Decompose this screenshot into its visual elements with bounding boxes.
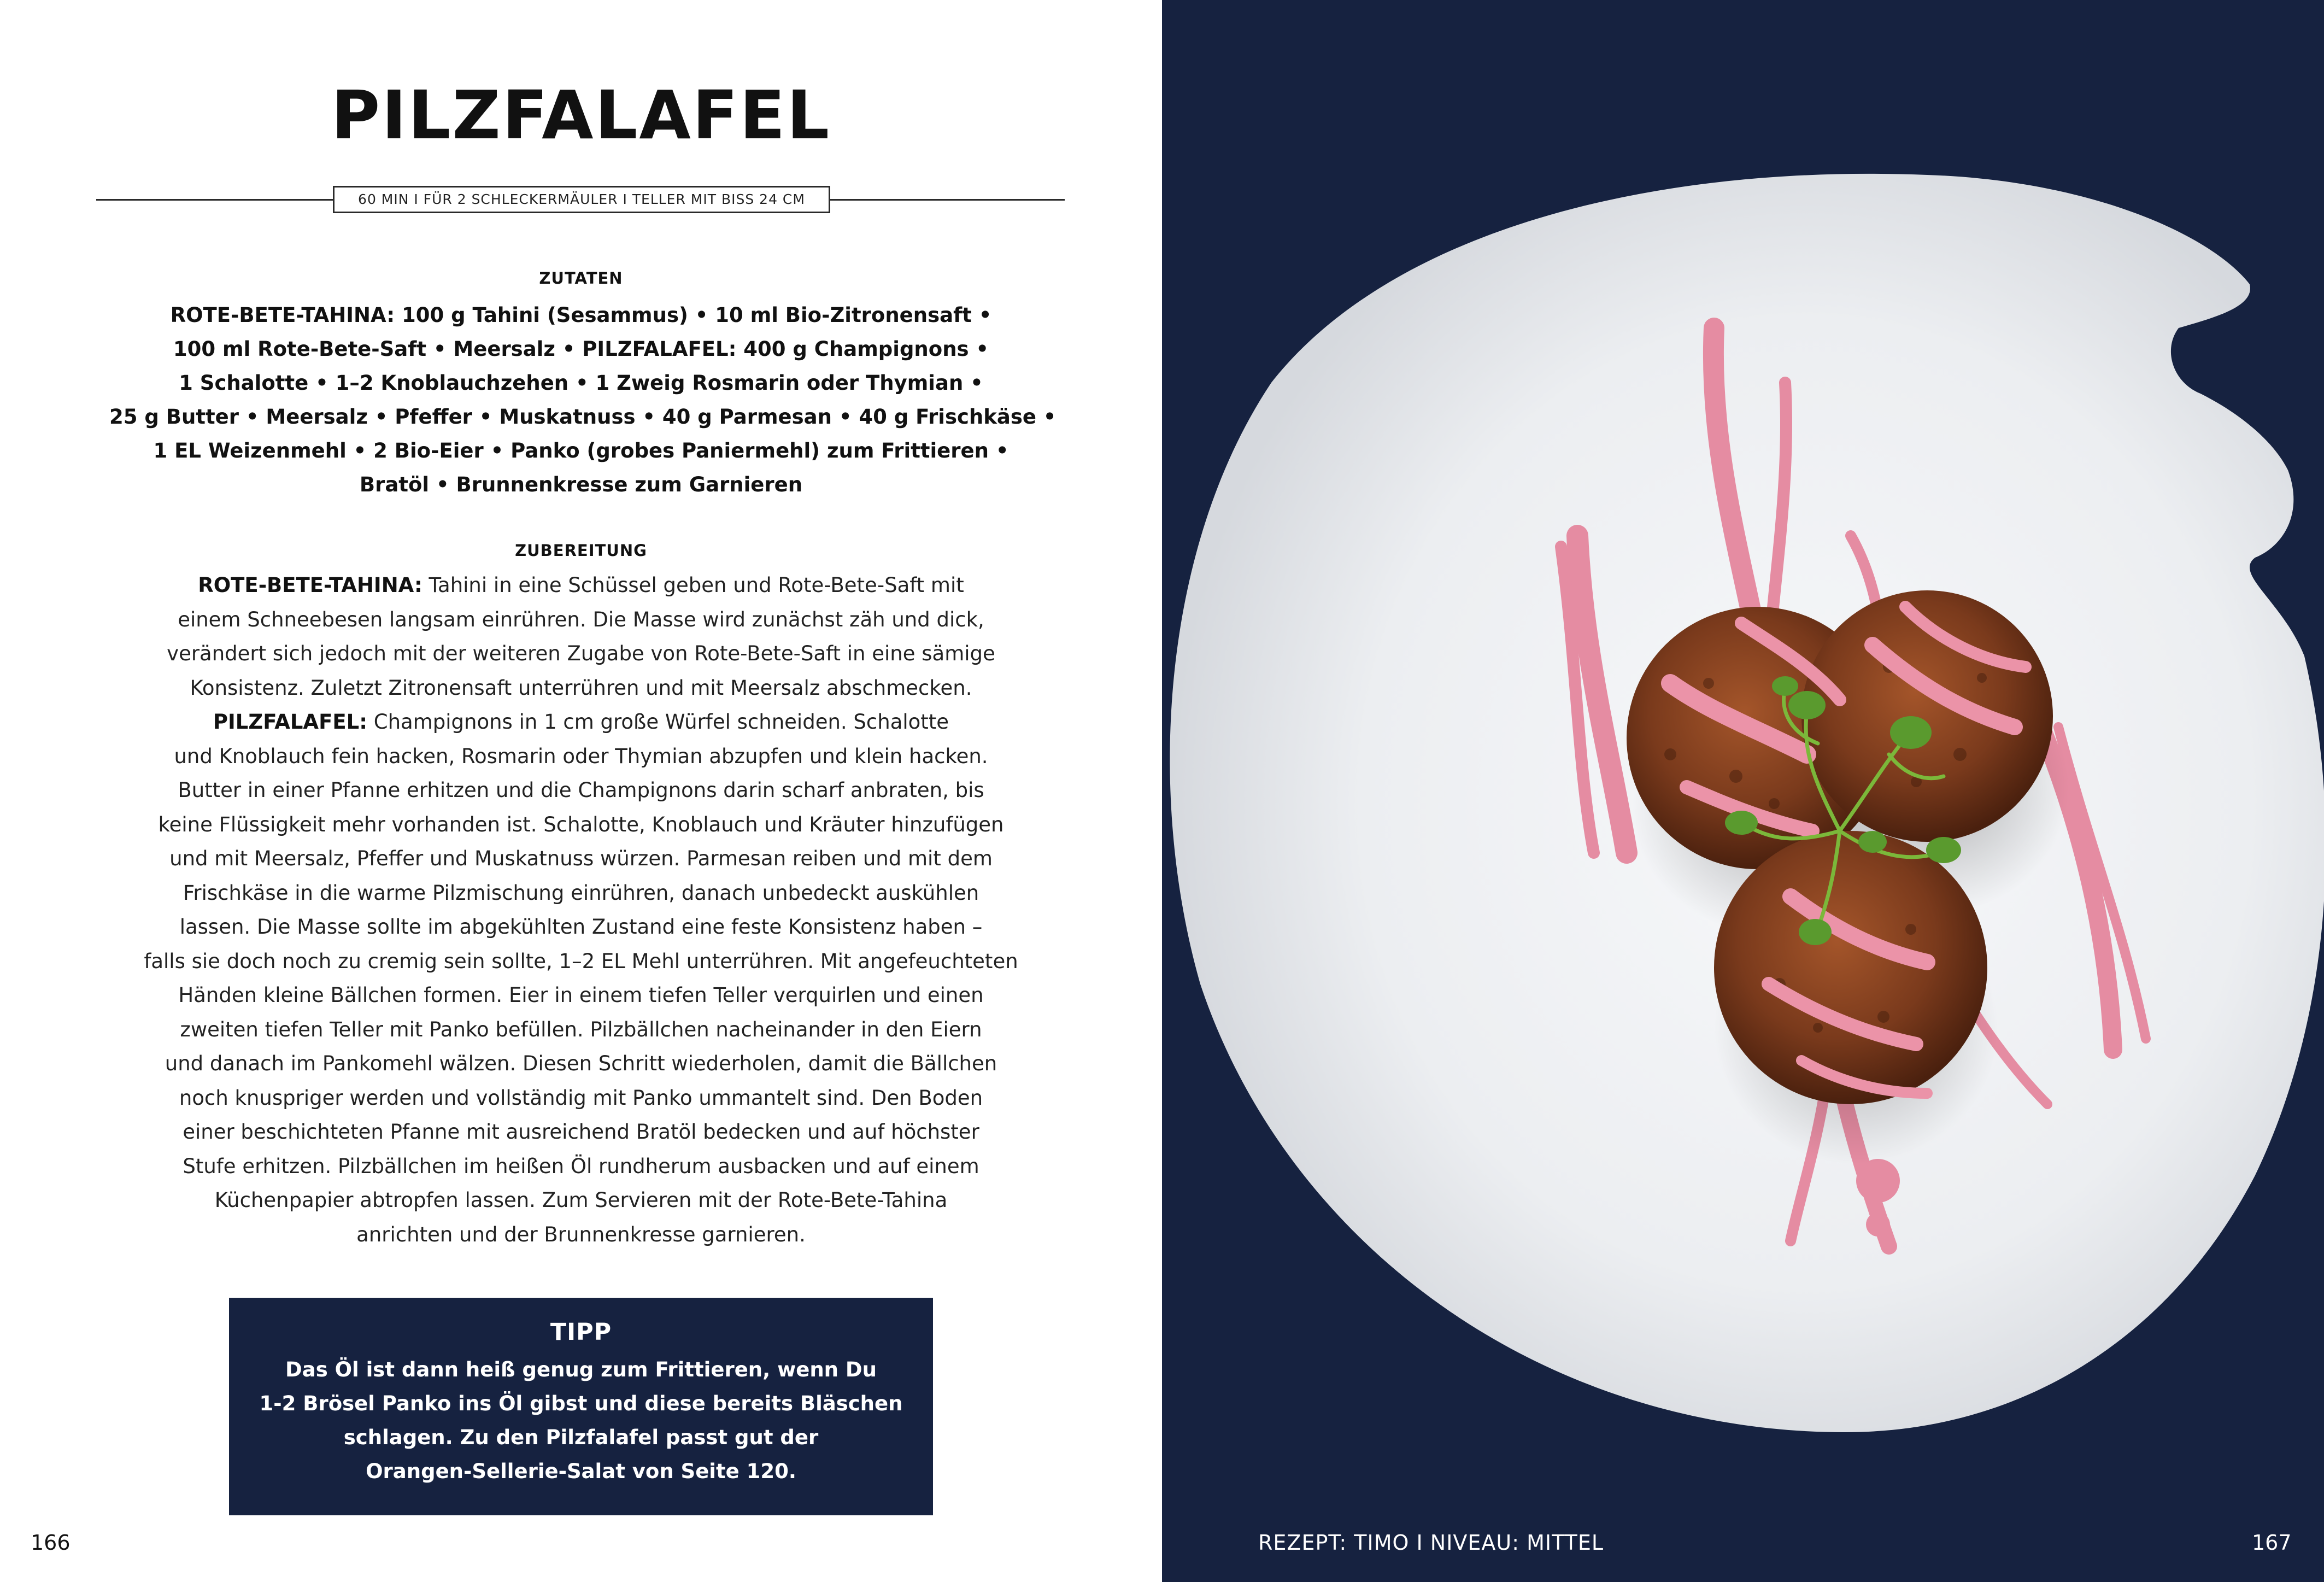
tip-box	[229, 1298, 933, 1515]
ingredients-line: Bratöl • Brunnenkresse zum Garnieren	[359, 473, 803, 496]
recipe-meta: 60 MIN I FÜR 2 SCHLECKERMÄULER I TELLER MIT BISS 24 CM	[333, 186, 830, 213]
preparation-line: Händen kleine Bällchen formen. Eier in einem tiefen Teller verquirlen und einen	[178, 983, 984, 1007]
plate-with-pilzfalafel-icon	[1162, 0, 2324, 1582]
preparation-line: Butter in einer Pfanne erhitzen und die Champignons darin scharf anbraten, bis	[178, 778, 984, 802]
preparation-line: anrichten und der Brunnenkresse garnieren.	[356, 1222, 806, 1246]
preparation-line: lassen. Die Masse sollte im abgekühlten Zustand eine feste Konsistenz haben –	[179, 915, 983, 939]
ingredients-list	[109, 298, 1057, 502]
preparation-line-text: Tahini in eine Schüssel geben und Rote-Bete-Saft mit	[422, 573, 964, 597]
ingredients-line: 1 Schalotte • 1–2 Knoblauchzehen • 1 Zweig Rosmarin oder Thymian •	[179, 371, 983, 395]
preparation-line	[109, 569, 1053, 603]
tip-title: TIPP	[550, 1319, 612, 1346]
sauce-dot	[1866, 1212, 1890, 1237]
page-number-left: 166	[31, 1531, 71, 1555]
ingredients-line: 1 EL Weizenmehl • 2 Bio-Eier • Panko (grobes Paniermehl) zum Frittieren •	[153, 439, 1009, 462]
preparation-heading: ZUBEREITUNG	[515, 541, 647, 560]
preparation-text	[109, 569, 1053, 1252]
tip-line: 1-2 Brösel Panko ins Öl gibst und diese bereits Bläschen	[259, 1392, 903, 1415]
right-page	[1162, 0, 2324, 1582]
recipe-title: PILZFALAFEL	[331, 77, 831, 154]
preparation-line-text: Champignons in 1 cm große Würfel schneiden. Schalotte	[367, 710, 949, 734]
page-number-right: 167	[2252, 1531, 2292, 1555]
preparation-line: und danach im Pankomehl wälzen. Diesen Schritt wiederholen, damit die Bällchen	[165, 1052, 997, 1075]
ingredients-line: ROTE-BETE-TAHINA: 100 g Tahini (Sesammus) • 10 ml Bio-Zitronensaft •	[170, 303, 992, 327]
preparation-line: Küchenpapier abtropfen lassen. Zum Servieren mit der Rote-Bete-Tahina	[214, 1188, 948, 1212]
falafel-ball	[1714, 831, 1987, 1104]
preparation-line: Frischkäse in die warme Pilzmischung einrühren, danach unbedeckt auskühlen	[183, 881, 979, 905]
preparation-line: und Knoblauch fein hacken, Rosmarin oder Thymian abzupfen und klein hacken.	[174, 744, 988, 768]
tip-line: Das Öl ist dann heiß genug zum Frittieren, wenn Du	[285, 1358, 877, 1381]
ingredients-line: 100 ml Rote-Bete-Saft • Meersalz • PILZFALAFEL: 400 g Champignons •	[173, 337, 989, 361]
preparation-line: falls sie doch noch zu cremig sein sollte, 1–2 EL Mehl unterrühren. Mit angefeuchteten	[144, 949, 1018, 973]
sauce-dot	[1856, 1159, 1900, 1203]
preparation-line: und mit Meersalz, Pfeffer und Muskatnuss würzen. Parmesan reiben und mit dem	[169, 847, 993, 870]
tip-line: schlagen. Zu den Pilzfalafel passt gut der	[343, 1426, 819, 1449]
tip-line: Orangen-Sellerie-Salat von Seite 120.	[366, 1460, 796, 1483]
preparation-line: keine Flüssigkeit mehr vorhanden ist. Schalotte, Knoblauch und Kräuter hinzufügen	[158, 812, 1004, 836]
preparation-line: noch knuspriger werden und vollständig mit Panko ummantelt sind. Den Boden	[179, 1086, 983, 1110]
ingredients-heading: ZUTATEN	[539, 269, 623, 288]
recipe-credit: REZEPT: TIMO I NIVEAU: MITTEL	[1258, 1531, 1604, 1555]
tip-text	[229, 1353, 933, 1489]
preparation-line	[109, 705, 1053, 740]
preparation-line: zweiten tiefen Teller mit Panko befüllen. Pilzbällchen nacheinander in den Eiern	[180, 1017, 982, 1041]
preparation-line: einem Schneebesen langsam einrühren. Die Masse wird zunächst zäh und dick,	[178, 607, 984, 631]
preparation-line: verändert sich jedoch mit der weiteren Zugabe von Rote-Bete-Saft in eine sämige	[167, 642, 995, 665]
tahina-label: ROTE-BETE-TAHINA:	[198, 573, 422, 597]
ingredients-line: 25 g Butter • Meersalz • Pfeffer • Muskatnuss • 40 g Parmesan • 40 g Frischkäse •	[109, 405, 1057, 429]
preparation-line: Stufe erhitzen. Pilzbällchen im heißen Öl rundherum ausbacken und auf einem	[183, 1154, 979, 1178]
preparation-line: Konsistenz. Zuletzt Zitronensaft unterrühren und mit Meersalz abschmecken.	[190, 676, 972, 700]
falafel-label: PILZFALAFEL:	[213, 710, 367, 734]
preparation-line: einer beschichteten Pfanne mit ausreichend Bratöl bedecken und auf höchster	[183, 1120, 979, 1144]
